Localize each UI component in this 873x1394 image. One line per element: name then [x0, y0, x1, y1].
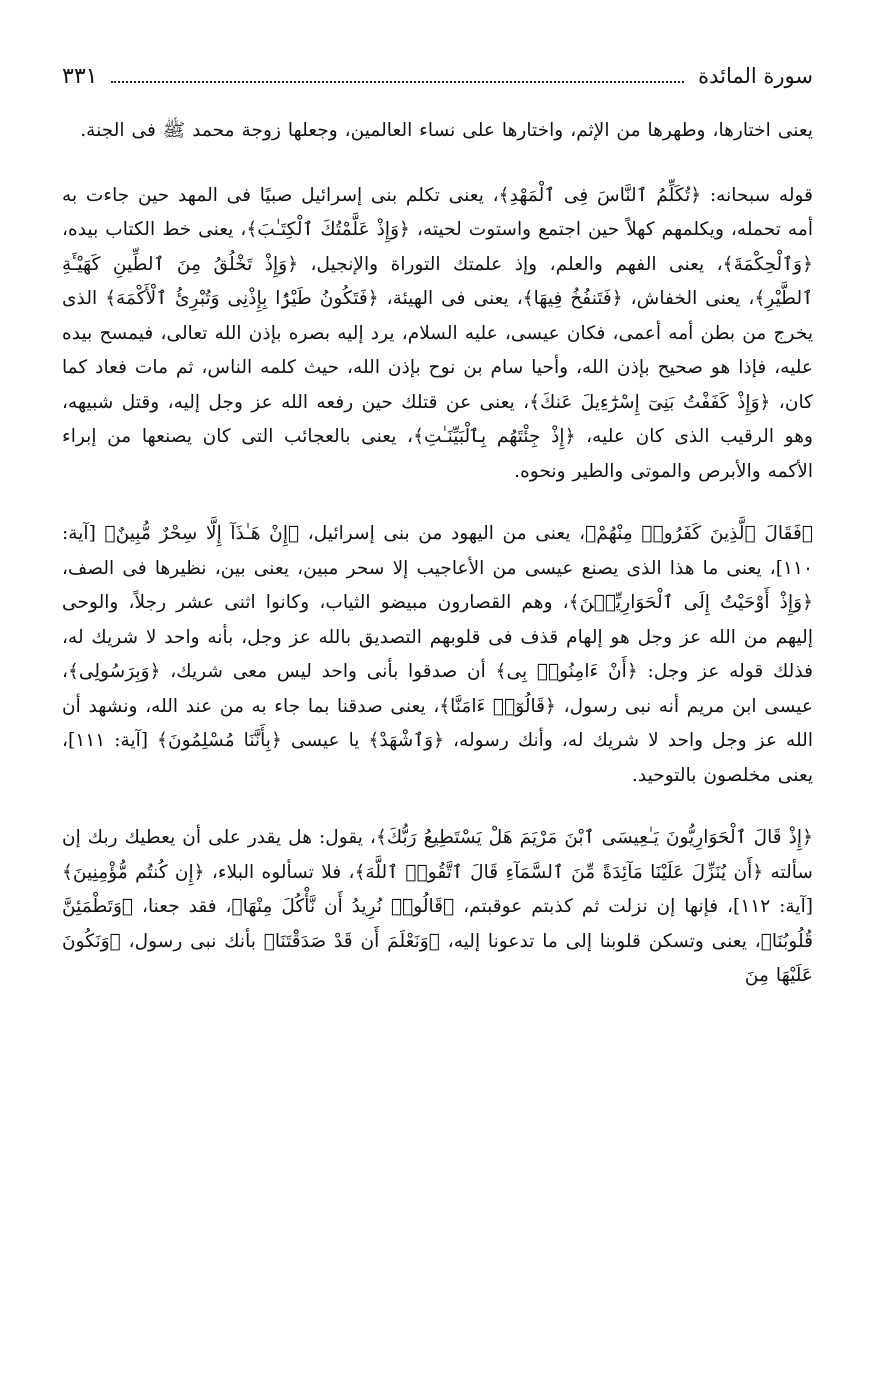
body-text	[62, 114, 813, 994]
paragraph-2: قوله سبحانه: ﴿تُكَلِّمُ ٱلنَّاسَ فِى ٱلْمَهْدِ﴾، يعنى تكلم بنى إسرائيل صبيًا فى المهد حين جاءت به أمه تحمله، ويكلمهم كهلاً حين اجتمع واستوت لحيته، ﴿وَإِذْ عَلَّمْتُكَ ٱلْكِتَـٰبَ﴾، يعنى خط الكتاب بيده، ﴿وَٱلْحِكْمَةَ﴾، يعنى الفهم والعلم، وإذ علمتك التوراة والإنجيل، ﴿وَإِذْ تَخْلُقُ مِنَ ٱلطِّينِ كَهَيْـَٔةِ ٱلطَّيْرِ﴾، يعنى الخفاش، ﴿فَتَنفُخُ فِيهَا﴾، يعنى فى الهيئة، ﴿فَتَكُونُ طَيْرًۢا بِإِذْنِى وَتُبْرِئُ ٱلْأَكْمَهَ﴾ الذى يخرج من بطن أمه أعمى، فكان عيسى، عليه السلام، يرد إليه بصره بإذن الله تعالى، فيمسح بيده عليه، فإذا هو صحيح بإذن الله، وأحيا سام بن نوح بإذن الله، حيث كلمه الناس، ثم مات فعاد كما كان، ﴿وَإِذْ كَفَفْتُ بَنِىٓ إِسْرَٰٓءِيلَ عَنكَ﴾، يعنى عن قتلك حين رفعه الله عز وجل إليه، وقتل شبيهه، وهو الرقيب الذى كان عليه، ﴿إِذْ جِئْتَهُم بِٱلْبَيِّنَـٰتِ﴾، يعنى بالعجائب التى كان يصنعها من إبراء الأكمه والأبرص والموتى والطير ونحوه.	[62, 184, 813, 482]
paragraph-1: يعنى اختارها، وطهرها من الإثم، واختارها على نساء العالمين، وجعلها زوجة محمد ﷺ فى الجنة.	[80, 120, 813, 141]
page-number: ٣٣١	[62, 64, 98, 89]
paragraph-3: ﴿فَقَالَ ٱلَّذِينَ كَفَرُوا۟ مِنْهُمْ﴾، يعنى من اليهود من بنى إسرائيل، ﴿إِنْ هَـٰذَآ إِلَّا سِحْرٌ مُّبِينٌ﴾ [آية: ١١٠]، يعنى ما هذا الذى يصنع عيسى من الأعاجيب إلا سحر مبين، يعنى بين، نظيرها فى الصف، ﴿وَإِذْ أَوْحَيْتُ إِلَى ٱلْحَوَارِيِّـۧنَ﴾، وهم القصارون مبيضو الثياب، وكانوا اثنى عشر رجلاً، والوحى إليهم من الله عز وجل هو إلهام قذف فى قلوبهم التصديق بالله عز وجل، بأنه واحد لا شريك له، فذلك قوله عز وجل: ﴿أَنْ ءَامِنُوا۟ بِى﴾ أن صدقوا بأنى واحد ليس معى شريك، ﴿وَبِرَسُولِى﴾، عيسى ابن مريم أنه نبى رسول، ﴿قَالُوٓا۟ ءَامَنَّا﴾، يعنى صدقنا بما جاء به من عند الله، ونشهد أن الله عز وجل واحد لا شريك له، وأنك رسوله، ﴿وَٱشْهَدْ﴾ يا عيسى ﴿بِأَنَّنَا مُسْلِمُونَ﴾ [آية: ١١١]، يعنى مخلصون بالتوحيد.	[62, 523, 813, 786]
surah-title: سورة المائدة	[698, 64, 813, 88]
leader-dots	[111, 81, 684, 83]
paragraph-4: ﴿إِذْ قَالَ ٱلْحَوَارِيُّونَ يَـٰعِيسَى ٱبْنَ مَرْيَمَ هَلْ يَسْتَطِيعُ رَبُّكَ﴾، يقول: هل يقدر على أن يعطيك ربك إن سألته ﴿أَن يُنَزِّلَ عَلَيْنَا مَآئِدَةً مِّنَ ٱلسَّمَآءِ قَالَ ٱتَّقُوا۟ ٱللَّهَ﴾، فلا تسألوه البلاء، ﴿إِن كُنتُم مُّؤْمِنِينَ﴾ [آية: ١١٢]، فإنها إن نزلت ثم كذبتم عوقبتم، ﴿قَالُوا۟ نُرِيدُ أَن نَّأْكُلَ مِنْهَا﴾، فقد جعنا، ﴿وَتَطْمَئِنَّ قُلُوبُنَا﴾، يعنى وتسكن قلوبنا إلى ما تدعونا إليه، ﴿وَنَعْلَمَ أَن قَدْ صَدَقْتَنَا﴾ بأنك نبى رسول، ﴿وَنَكُونَ عَلَيْهَا مِنَ	[62, 827, 813, 986]
running-head	[62, 62, 813, 92]
